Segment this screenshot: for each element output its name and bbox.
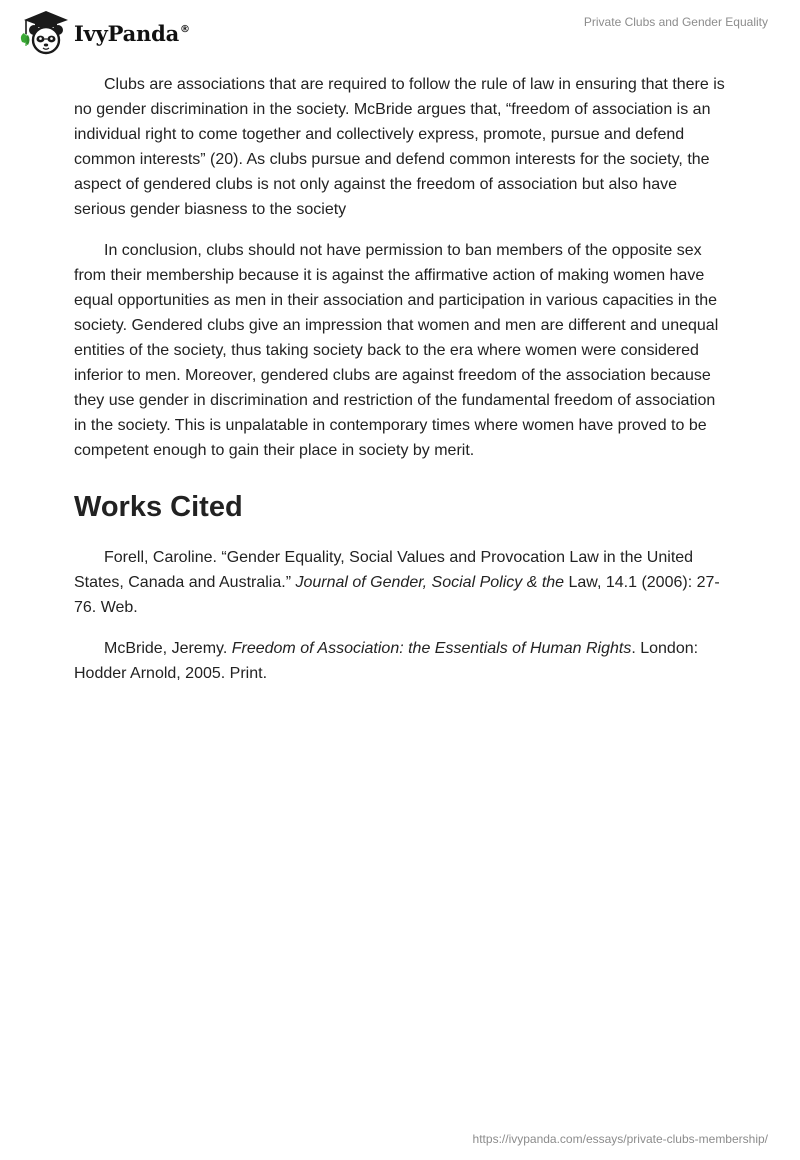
works-cited-heading: Works Cited [74, 491, 243, 523]
body-paragraph-2: In conclusion, clubs should not have permission to ban members of the opposite sex from their membership because it is against the affirmative action of making women have equal opportunities as men in their association and participation in various capacities in the society. Gendered clubs give an impression that women and men are different and unequal entities of the society, thus taking society back to the era where women were considered inferior to men. Moreover, gendered clubs are against freedom of the association because they use gender in discrimination and restriction of the fundamental freedom of association in the society. This is unpalatable in contemporary times where women have proved to be competent enough to gain their place in society by merit. [74, 242, 719, 459]
brand-logo[interactable] [16, 8, 190, 56]
panda-graduate-logo-icon [16, 8, 72, 56]
body-paragraph-1: Clubs are associations that are required to follow the rule of law in ensuring that there is no gender discrimination in the society. McBride argues that, “freedom of association is an individual right to come together and collectively express, promote, pursue and defend common interests” (20). As clubs pursue and defend common interests for the society, the aspect of gendered clubs is not only against the freedom of association but also have serious gender biasness to the society [74, 76, 725, 218]
citation-forell-journal: Journal of Gender, Social Policy & the [295, 574, 565, 591]
brand-name-text: IvyPanda [74, 20, 180, 46]
document-title: Private Clubs and Gender Equality [583, 15, 768, 29]
page-header [0, 0, 800, 64]
citation-forell-after: Law, 14.1 (2006): 27-76. Web. [74, 574, 720, 616]
citation-mcbride-title: Freedom of Association: the Essentials of Human Rights [231, 640, 632, 657]
citation-forell [74, 545, 730, 620]
source-url-link[interactable]: https://ivypanda.com/essays/private-clubs-membership/ [472, 1132, 768, 1146]
citation-mcbride-before: McBride, Jeremy. [104, 640, 232, 657]
citation-mcbride [74, 636, 730, 686]
brand-name [74, 21, 190, 46]
citation-mcbride-after: . London: Hodder Arnold, 2005. Print. [74, 640, 699, 682]
essay-content [74, 72, 730, 702]
registered-mark: ® [180, 23, 190, 35]
citation-forell-before: Forell, Caroline. “Gender Equality, Social Values and Provocation Law in the United States, Canada and Australia.” [74, 549, 694, 591]
